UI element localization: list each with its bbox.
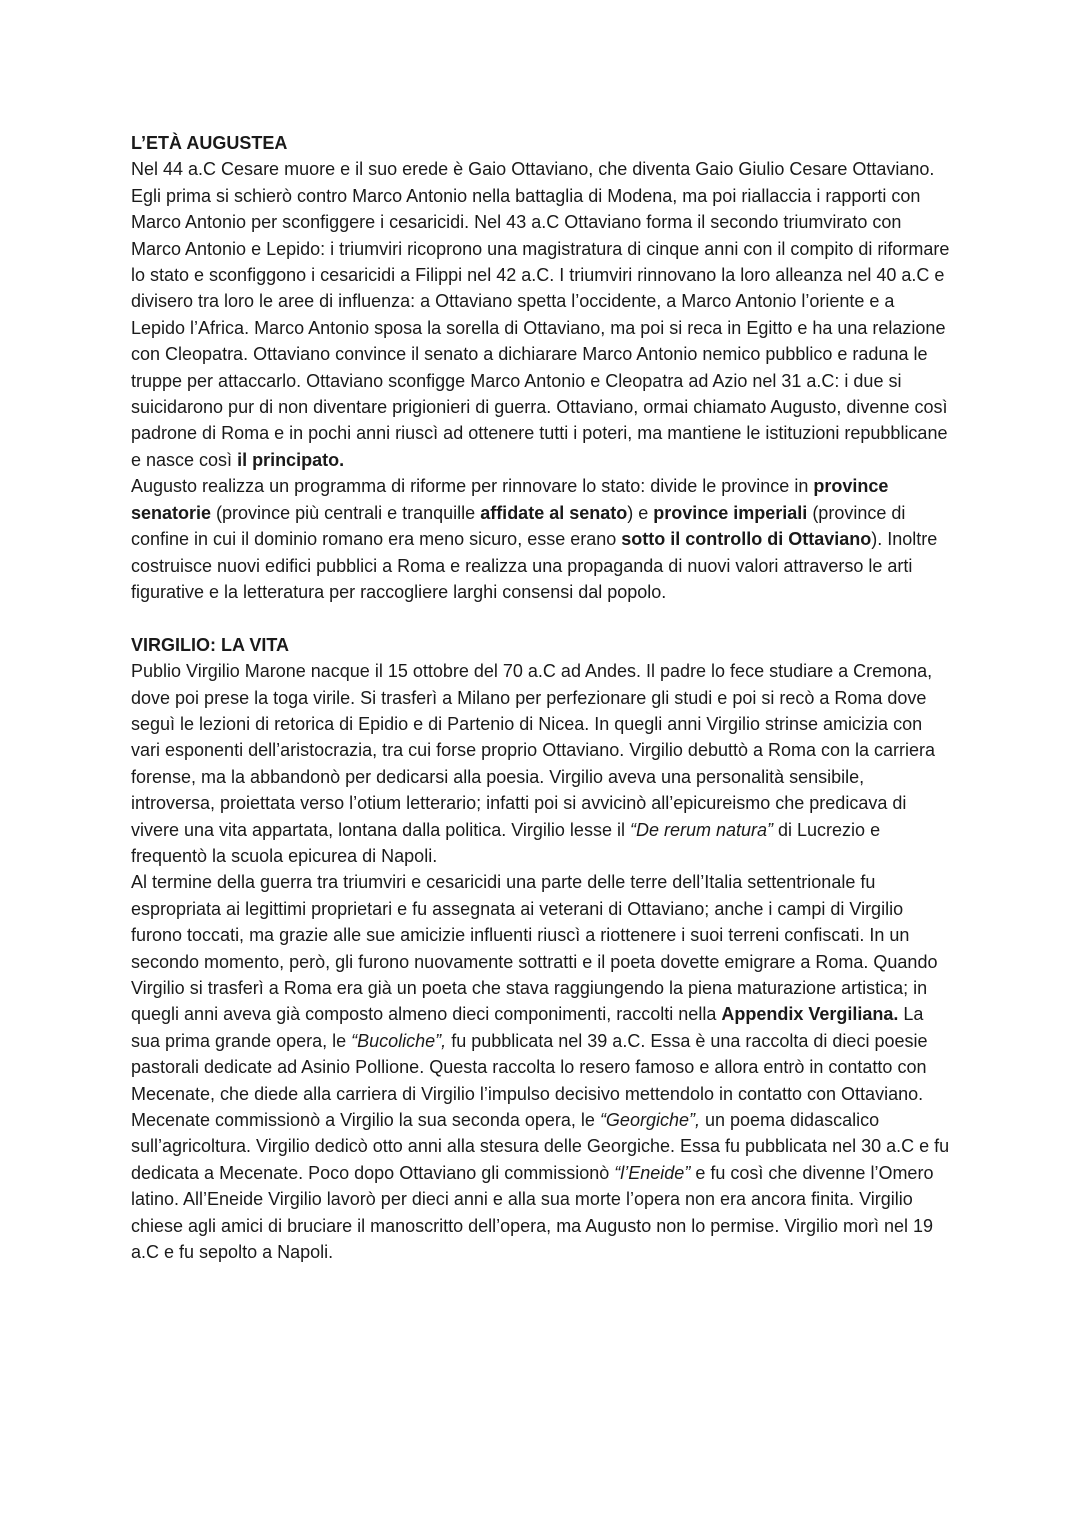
paragraph-augustea-1 — [131, 156, 953, 473]
paragraph-augustea-2 — [131, 473, 953, 605]
text-run: Augusto realizza un programma di riforme per rinnovare lo stato: divide le province in — [131, 476, 814, 497]
text-run: e fu così che divenne l’Omero latino. All’Eneide Virgilio lavorò per dieci anni e alla sua morte l’opera non era ancora finita. Virgilio chiese agli amici di bruciare il manoscritto dell’opera, ma Augusto non lo permise. Virgilio morì nel 19 a.C e fu sepolto a Napoli. — [131, 1162, 934, 1263]
bold-run: Appendix Vergiliana. — [721, 1004, 899, 1025]
text-run: (province di confine in cui il dominio romano era meno sicuro, esse erano — [131, 502, 906, 550]
paragraph-virgilio-3 — [131, 1107, 953, 1265]
text-run: Publio Virgilio Marone nacque il 15 ottobre del 70 a.C ad Andes. Il padre lo fece studiare a Cremona, dove poi prese la toga virile. Si trasferì a Milano per perfezionare gli studi e poi si recò a Roma dove seguì le lezioni di retorica di Epidio e di Partenio di Nicea. In quegli anni Virgilio strinse amicizia con vari esponenti dell’aristocrazia, tra cui forse proprio Ottaviano. Virgilio debuttò a Roma con la carriera forense, ma la abbandonò per dedicarsi alla poesia. Virgilio aveva una personalità sensibile, introversa, proiettata verso l’otium letterario; infatti poi si avvicinò all’epicureismo che predicava di vivere una vita appartata, lontana dalla politica. Virgilio lesse il — [131, 661, 936, 840]
italic-run: “l’Eneide” — [614, 1162, 691, 1183]
text-run: di Lucrezio e frequentò la scuola epicurea di Napoli. — [131, 819, 881, 866]
text-run: ) e — [627, 502, 654, 523]
bold-run: il principato. — [237, 449, 345, 470]
text-run: (province più centrali e tranquille — [211, 502, 481, 523]
paragraph-virgilio-1 — [131, 658, 953, 869]
text-run: Al termine della guerra tra triumviri e cesaricidi una parte delle terre dell’Italia settentrionale fu espropriata ai legittimi proprietari e fu assegnata ai veterani di Ottaviano; anche i campi di Virgilio furono toccati, ma grazie alle sue amicizie influenti riuscì a riottenere i suoi terreni confiscati. In un secondo momento, però, gli furono nuovamente sottratti e il poeta dovette emigrare a Roma. Quando Virgilio si trasferì a Roma era già un poeta che stava raggiungendo la piena maturazione artistica; in quegli anni aveva già composto almeno dieci componimenti, raccolti nella — [131, 872, 938, 1025]
document-page — [131, 130, 953, 1265]
text-run: La sua prima grande opera, le — [131, 1004, 924, 1051]
heading-virgilio-vita: VIRGILIO: LA VITA — [131, 634, 289, 655]
text-run: fu pubblicata nel 39 a.C. Essa è una raccolta di dieci poesie pastorali dedicate ad Asinio Pollione. Questa raccolta lo resero famoso e allora entrò in contatto con Mecenate, che diede alla carriera di Virgilio l’impulso decisivo mettendolo in contatto con Ottaviano. — [131, 1030, 928, 1104]
bold-run: province senatorie — [131, 476, 889, 523]
bold-run: province imperiali — [653, 502, 808, 523]
text-run: Nel 44 a.C Cesare muore e il suo erede è Gaio Ottaviano, che diventa Gaio Giulio Cesare Ottaviano. Egli prima si schierò contro Marco Antonio nella battaglia di Modena, ma poi riallaccia i rapporti con Marco Antonio per sconfiggere i cesaricidi. Nel 43 a.C Ottaviano forma il secondo triumvirato con Marco Antonio e Lepido: i triumviri ricoprono una magistratura di cinque anni con il compito di riformare lo stato e sconfiggono i cesaricidi a Filippi nel 42 a.C. I triumviri rinnovano la loro alleanza nel 40 a.C e divisero tra loro le aree di influenza: a Ottaviano spetta l’occidente, a Marco Antonio l’oriente e a Lepido l’Africa. Marco Antonio sposa la sorella di Ottaviano, ma poi si reca in Egitto e ha una relazione con Cleopatra. Ottaviano convince il senato a dichiarare Marco Antonio nemico pubblico e raduna le truppe per attaccarlo. Ottaviano sconfigge Marco Antonio e Cleopatra ad Azio nel 31 a.C: i due si suicidarono pur di non diventare prigionieri di guerra. Ottaviano, ormai chiamato Augusto, divenne così padrone di Roma e in pochi anni riuscì ad ottenere tutti i poteri, ma mantiene le istituzioni repubblicane e nasce così — [131, 159, 950, 470]
italic-run: “Georgiche”, — [599, 1110, 700, 1131]
section-spacer — [131, 605, 953, 631]
text-run: Mecenate commissionò a Virgilio la sua seconda opera, le — [131, 1110, 600, 1131]
italic-run: “Bucoliche”, — [351, 1030, 447, 1051]
italic-run: “De rerum natura” — [629, 819, 774, 840]
text-run: un poema didascalico sull’agricoltura. Virgilio dedicò otto anni alla stesura delle Georgiche. Essa fu pubblicata nel 30 a.C e fu dedicata a Mecenate. Poco dopo Ottaviano gli commissionò — [131, 1110, 950, 1183]
bold-run: sotto il controllo di Ottaviano — [621, 529, 872, 550]
heading-eta-augustea: L’ETÀ AUGUSTEA — [131, 133, 288, 153]
text-run: ). Inoltre costruisce nuovi edifici pubblici a Roma e realizza una propaganda di nuovi valori attraverso le arti figurative e la letteratura per raccogliere larghi consensi dal popolo. — [131, 529, 938, 602]
bold-run: affidate al senato — [480, 502, 628, 523]
paragraph-virgilio-2 — [131, 869, 953, 1107]
